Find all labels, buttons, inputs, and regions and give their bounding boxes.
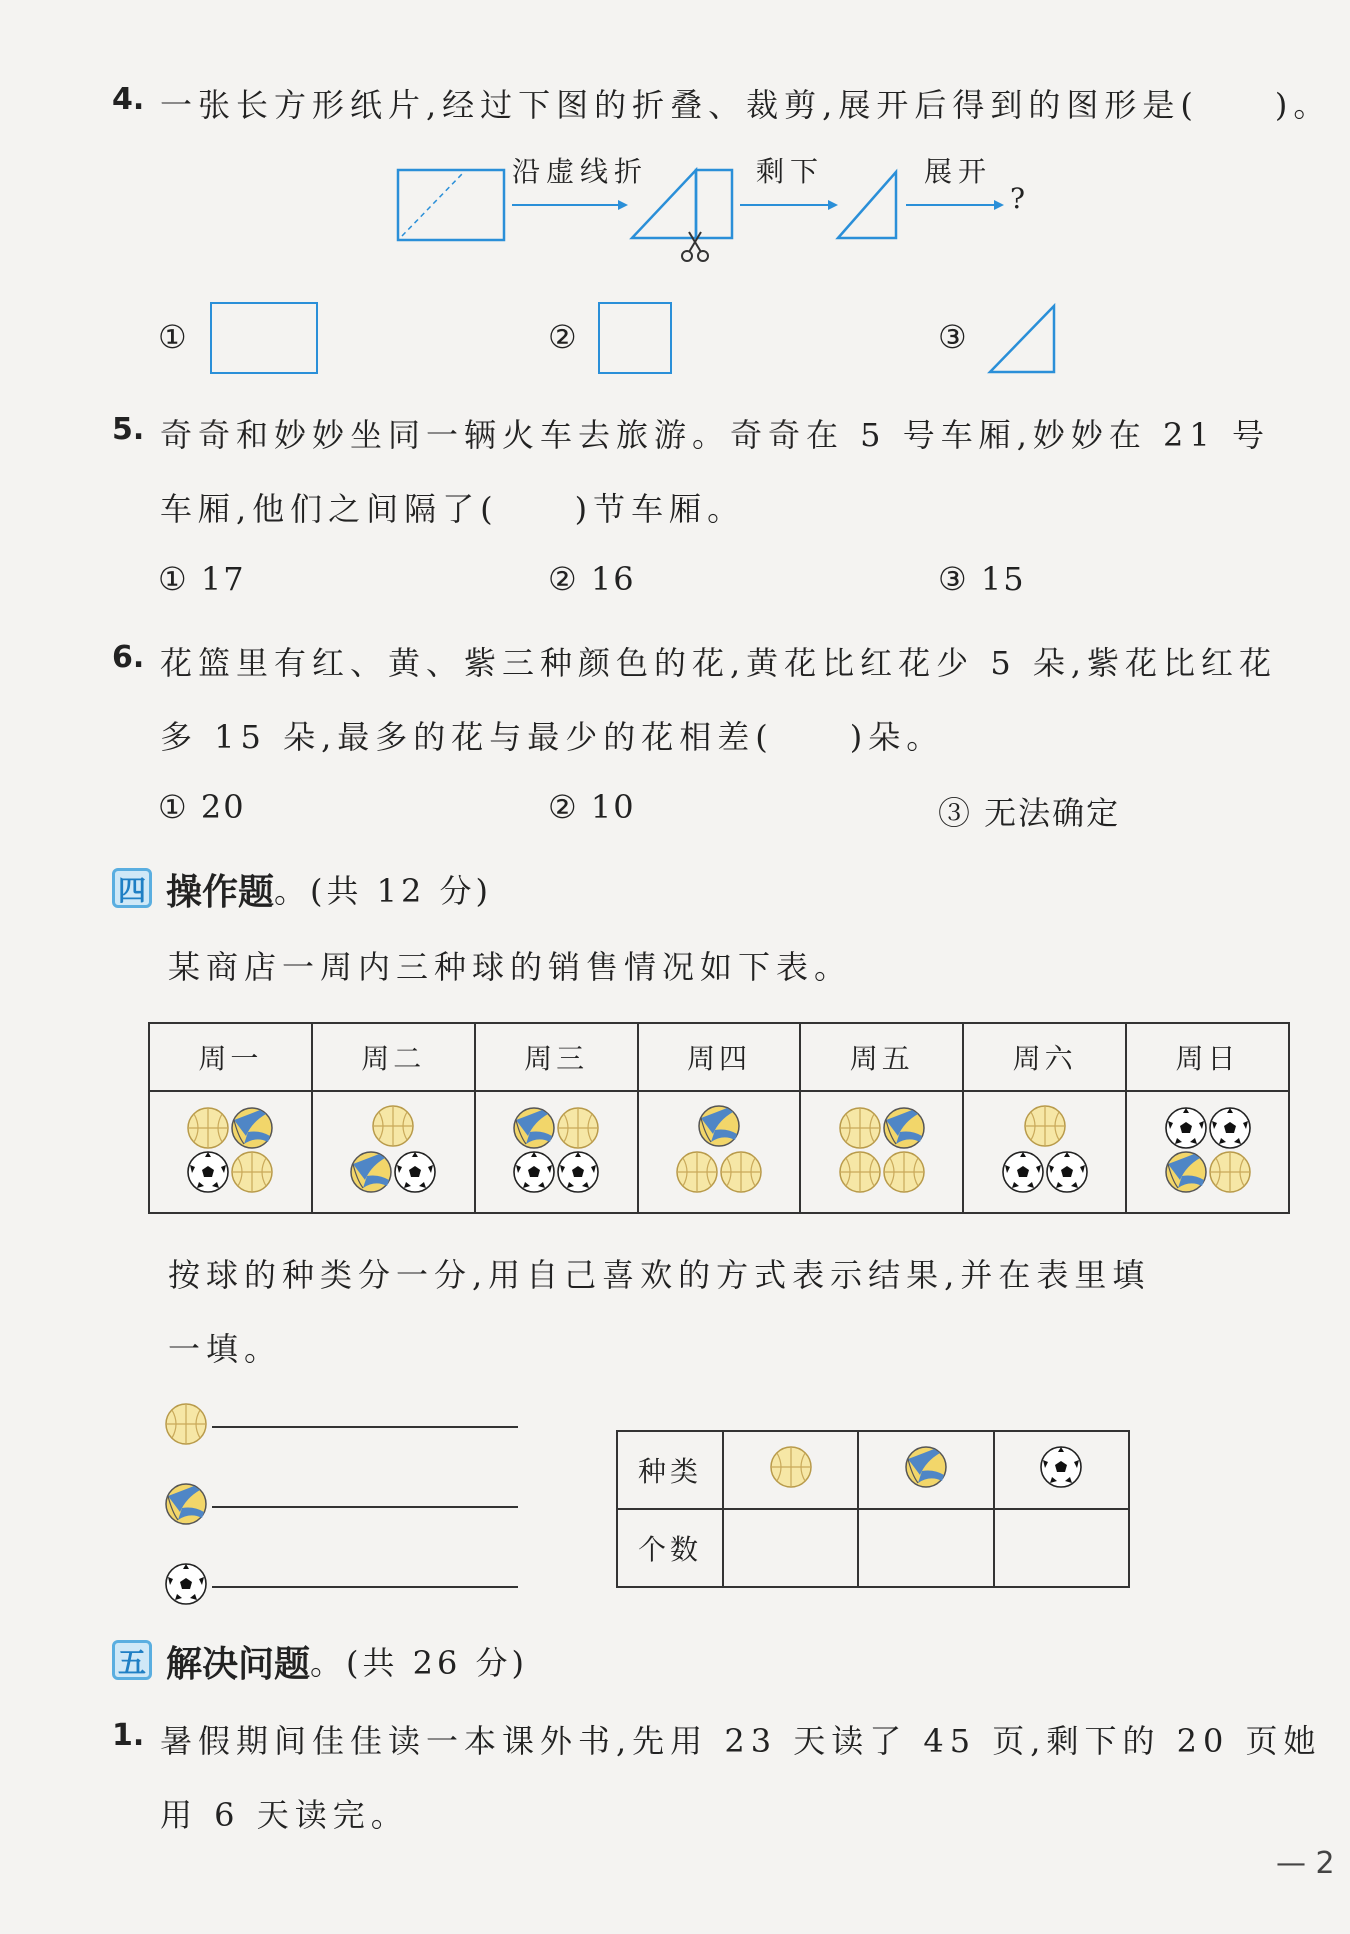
q6-line-1: 花篮里有红、黄、紫三种颜色的花,黄花比红花少 5 朵,紫花比红花 xyxy=(160,644,1278,682)
q4-text: 一张长方形纸片,经过下图的折叠、裁剪,展开后得到的图形是( )。 xyxy=(160,86,1332,124)
volleyball-icon xyxy=(1166,1152,1206,1192)
weekly-ball-sales-table xyxy=(148,1022,1290,1214)
basketball-icon xyxy=(884,1152,924,1192)
soccer-icon xyxy=(1003,1152,1043,1192)
soccer-icon xyxy=(1166,1108,1206,1148)
volleyball-icon xyxy=(514,1108,554,1148)
q4-option-1-label[interactable]: ① xyxy=(158,318,189,356)
day-balls-cell xyxy=(475,1091,638,1213)
day-balls-cell xyxy=(963,1091,1126,1213)
ball-count-table xyxy=(616,1430,1130,1588)
soccer-icon xyxy=(1210,1108,1250,1148)
section-5-title: 解决问题 xyxy=(166,1644,311,1685)
day-balls-cell xyxy=(638,1091,801,1213)
section-4-badge: 四 xyxy=(112,868,152,908)
volleyball-icon xyxy=(884,1108,924,1148)
kind-header: 种类 xyxy=(617,1431,723,1509)
basketball-answer-line[interactable] xyxy=(212,1426,518,1428)
section-4-title: 操作题 xyxy=(166,872,275,913)
basketball-icon xyxy=(373,1106,413,1146)
section-4-intro: 某商店一周内三种球的销售情况如下表。 xyxy=(168,948,853,986)
q5-line-1: 奇奇和妙妙坐同一辆火车去旅游。奇奇在 5 号车厢,妙妙在 21 号 xyxy=(160,416,1270,454)
count-header: 个数 xyxy=(617,1509,723,1587)
day-balls-group xyxy=(995,1100,1095,1200)
page-number: — 2 xyxy=(1276,1846,1335,1881)
q4-option-2-label[interactable]: ② xyxy=(548,318,579,356)
volleyball-answer-line[interactable] xyxy=(212,1506,518,1508)
q6-number: 6. xyxy=(112,640,145,675)
basketball-icon xyxy=(1025,1106,1065,1146)
section-4-points: 。(共 12 分) xyxy=(274,872,493,910)
count-basketball-input[interactable] xyxy=(723,1509,858,1587)
day-balls-group xyxy=(506,1100,606,1200)
volleyball-icon xyxy=(904,1445,948,1489)
q5-line-2: 车厢,他们之间隔了( )节车厢。 xyxy=(160,490,746,528)
basketball-icon xyxy=(558,1108,598,1148)
q4-option-3-label[interactable]: ③ xyxy=(938,318,969,356)
basketball-icon xyxy=(1210,1152,1250,1192)
q6-option-1[interactable]: ① 20 xyxy=(158,788,246,826)
day-header: 周一 xyxy=(149,1023,312,1091)
day-header: 周四 xyxy=(638,1023,801,1091)
day-balls-cell xyxy=(312,1091,475,1213)
day-balls-group xyxy=(1158,1100,1258,1200)
q6-option-2[interactable]: ② 10 xyxy=(548,788,636,826)
kind-soccer-cell xyxy=(994,1431,1129,1509)
soccer-icon xyxy=(1047,1152,1087,1192)
soccer-ball-icon xyxy=(164,1562,208,1606)
q4-step-fold-label: 沿虚线折 xyxy=(512,155,649,188)
q4-number: 4. xyxy=(112,82,145,117)
basketball-icon xyxy=(840,1108,880,1148)
q4-question-mark: ? xyxy=(1010,182,1032,215)
day-balls-cell xyxy=(149,1091,312,1213)
q5-option-3[interactable]: ③ 15 xyxy=(938,560,1026,598)
kind-basketball-cell xyxy=(723,1431,858,1509)
day-header: 周三 xyxy=(475,1023,638,1091)
soccer-icon xyxy=(395,1152,435,1192)
day-balls-cell xyxy=(1126,1091,1289,1213)
day-balls-group xyxy=(180,1100,280,1200)
section-5-badge: 五 xyxy=(112,1640,152,1680)
volleyball-icon xyxy=(232,1108,272,1148)
day-balls-group xyxy=(343,1100,443,1200)
day-header: 周日 xyxy=(1126,1023,1289,1091)
volleyball-icon xyxy=(351,1152,391,1192)
section-5-points: 。(共 26 分) xyxy=(310,1644,529,1682)
soccer-icon xyxy=(558,1152,598,1192)
section-5-q1-line-2: 用 6 天读完。 xyxy=(160,1796,409,1834)
q5-number: 5. xyxy=(112,412,145,447)
basketball-icon xyxy=(677,1152,717,1192)
day-header: 周二 xyxy=(312,1023,475,1091)
volleyball-icon xyxy=(164,1482,208,1526)
section-5-q1-number: 1. xyxy=(112,1718,145,1753)
basketball-icon xyxy=(232,1152,272,1192)
q5-option-2[interactable]: ② 16 xyxy=(548,560,636,598)
kind-volleyball-cell xyxy=(858,1431,993,1509)
day-balls-group xyxy=(669,1100,769,1200)
soccer-ball-icon xyxy=(1039,1445,1083,1489)
basketball-icon xyxy=(840,1152,880,1192)
basketball-icon xyxy=(188,1108,228,1148)
basketball-icon xyxy=(164,1402,208,1446)
q4-step-remain-label: 剩下 xyxy=(756,155,825,188)
section-4-instruction-line-2: 一填。 xyxy=(168,1330,283,1368)
q6-line-2: 多 15 朵,最多的花与最少的花相差( )朵。 xyxy=(160,718,945,756)
soccer-icon xyxy=(188,1152,228,1192)
count-soccer-input[interactable] xyxy=(994,1509,1129,1587)
basketball-icon xyxy=(721,1152,761,1192)
basketball-icon xyxy=(769,1445,813,1489)
day-header: 周五 xyxy=(800,1023,963,1091)
soccer-answer-line[interactable] xyxy=(212,1586,518,1588)
q4-option-3-triangle[interactable] xyxy=(986,302,1058,376)
soccer-icon xyxy=(514,1152,554,1192)
q4-option-2-square[interactable] xyxy=(598,302,672,374)
q4-option-1-rectangle[interactable] xyxy=(210,302,318,374)
section-4-instruction-line-1: 按球的种类分一分,用自己喜欢的方式表示结果,并在表里填 xyxy=(168,1256,1151,1294)
section-5-q1-line-1: 暑假期间佳佳读一本课外书,先用 23 天读了 45 页,剩下的 20 页她 xyxy=(160,1722,1322,1760)
day-balls-cell xyxy=(800,1091,963,1213)
count-volleyball-input[interactable] xyxy=(858,1509,993,1587)
q4-step-unfold-label: 展开 xyxy=(924,155,993,188)
volleyball-icon xyxy=(699,1106,739,1146)
day-balls-group xyxy=(832,1100,932,1200)
q5-option-1[interactable]: ① 17 xyxy=(158,560,246,598)
q6-option-3[interactable]: ③ 无法确定 xyxy=(938,794,1121,832)
day-header: 周六 xyxy=(963,1023,1126,1091)
